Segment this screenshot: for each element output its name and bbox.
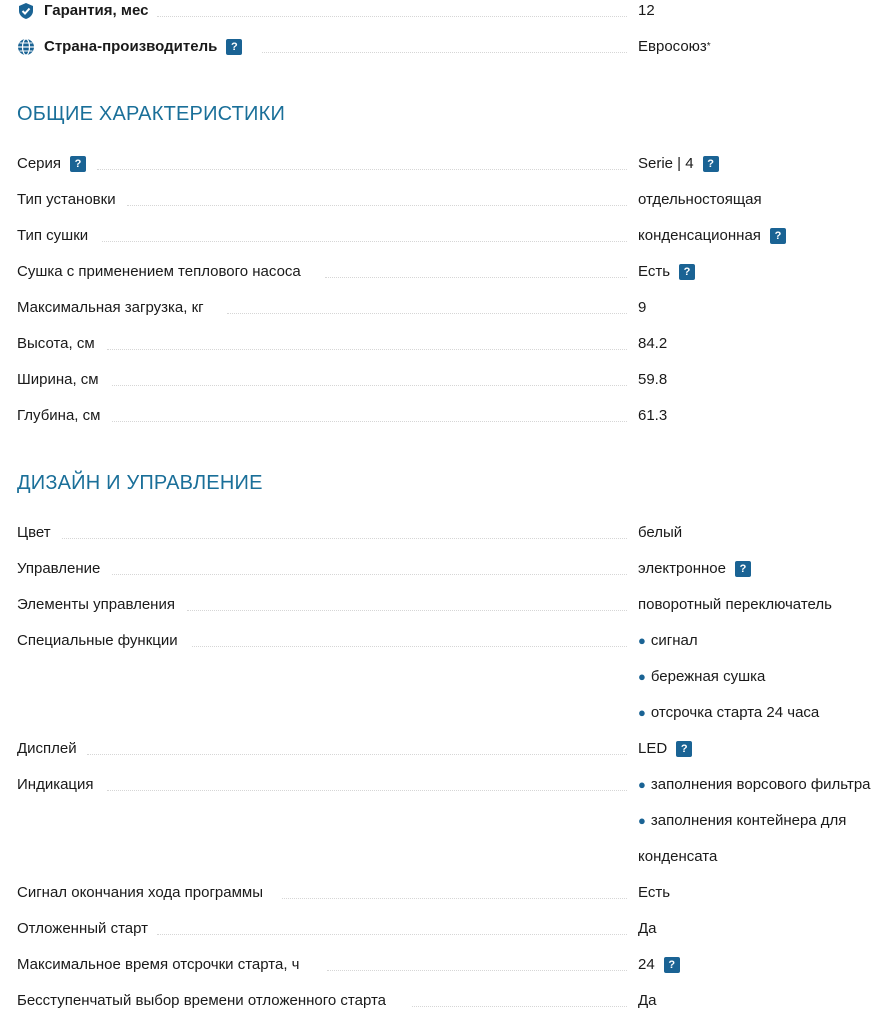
spec-label: Цвет [17,523,55,543]
spec-label: Высота, см [17,334,99,354]
dotted-leader [127,205,627,206]
spec-label: Глубина, см [17,406,104,426]
spec-label: Тип установки [17,190,120,210]
dotted-leader [192,646,627,647]
list-item: ● сигнал [638,632,698,649]
spec-label: Специальные функции [17,631,182,651]
bullet-icon: ● [638,669,646,684]
spec-label: Страна-производитель [44,38,218,55]
dotted-leader [62,538,627,539]
section-title-design: ДИЗАЙН И УПРАВЛЕНИЕ [17,472,263,494]
spec-value: Serie | 4 [638,155,694,172]
spec-label: Тип сушки [17,226,92,246]
list-item-continuation: конденсата [638,848,718,865]
spec-row [17,334,891,356]
spec-label: Максимальная загрузка, кг [17,298,208,318]
dotted-leader [157,16,627,17]
spec-row-country: Страна-производитель ? Евросоюз * [17,37,891,59]
spec-row [17,559,891,581]
section-title-general: ОБЩИЕ ХАРАКТЕРИСТИКИ [17,103,286,125]
dotted-leader [325,277,627,278]
spec-label: Серия [17,155,62,172]
spec-row-warranty [17,1,891,23]
dotted-leader [112,421,627,422]
shield-check-icon [17,2,35,20]
spec-label: Индикация [17,775,98,795]
dotted-leader [157,934,627,935]
spec-row [17,523,891,545]
dotted-leader [282,898,627,899]
spec-label: Сигнал окончания хода программы [17,883,267,903]
spec-row [17,262,891,284]
help-icon[interactable]: ? [676,741,692,757]
help-icon[interactable]: ? [735,561,751,577]
dotted-leader [412,1006,627,1007]
bullet-icon: ● [638,633,646,648]
spec-value: 84.2 [638,335,668,352]
spec-value: отдельностоящая [638,191,762,208]
bullet-icon: ● [638,777,646,792]
spec-value: 12 [638,2,655,19]
help-icon[interactable]: ? [226,39,242,55]
spec-row [17,154,891,176]
spec-row [17,955,891,977]
dotted-leader [87,754,627,755]
spec-value: белый [638,524,683,541]
list-item: ● заполнения контейнера для [638,812,847,829]
spec-row [17,883,891,905]
dotted-leader [187,610,627,611]
spec-label: Ширина, см [17,370,103,390]
dotted-leader [102,241,627,242]
list-item: ● отсрочка старта 24 часа [638,704,820,721]
spec-label: Максимальное время отсрочки старта, ч [17,955,303,975]
help-icon[interactable]: ? [70,156,86,172]
spec-row [17,739,891,761]
dotted-leader [227,313,627,314]
spec-row [17,370,891,392]
spec-label: Сушка с применением теплового насоса [17,262,305,282]
spec-value: 9 [638,299,647,316]
dotted-leader [112,574,627,575]
spec-row [17,775,891,797]
help-icon[interactable]: ? [770,228,786,244]
globe-icon [17,38,35,56]
bullet-icon: ● [638,813,646,828]
dotted-leader [112,385,627,386]
dotted-leader [262,52,627,53]
spec-label: Элементы управления [17,595,179,615]
help-icon[interactable]: ? [664,957,680,973]
spec-value: 61.3 [638,407,668,424]
spec-value: электронное [638,560,726,577]
spec-value: 59.8 [638,371,668,388]
spec-value: 24 [638,956,655,973]
spec-row [17,595,891,617]
spec-row [17,919,891,941]
spec-row [17,631,891,653]
spec-label: Бесступенчатый выбор времени отложенного старта [17,991,390,1011]
dotted-leader [97,169,627,170]
spec-label: Дисплей [17,739,81,759]
list-item: ● бережная сушка [638,668,766,685]
spec-value: Да [638,992,657,1009]
dotted-leader [327,970,627,971]
spec-row [17,991,891,1013]
spec-row [17,226,891,248]
spec-value: конденсационная [638,227,761,244]
spec-value: LED [638,740,668,757]
spec-row [17,190,891,212]
spec-label: Отложенный старт [17,919,152,939]
dotted-leader [107,790,627,791]
help-icon[interactable]: ? [679,264,695,280]
spec-label: Гарантия, мес [44,2,149,19]
help-icon[interactable]: ? [703,156,719,172]
spec-row [17,298,891,320]
spec-row [17,406,891,428]
bullet-icon: ● [638,705,646,720]
spec-value: Да [638,920,657,937]
spec-label: Управление [17,559,104,579]
dotted-leader [107,349,627,350]
list-item: ● заполнения ворсового фильтра [638,776,871,793]
spec-value: поворотный переключатель [638,596,832,613]
spec-value: Есть [638,884,671,901]
spec-value: Есть [638,263,671,280]
spec-value: Евросоюз [638,38,707,55]
